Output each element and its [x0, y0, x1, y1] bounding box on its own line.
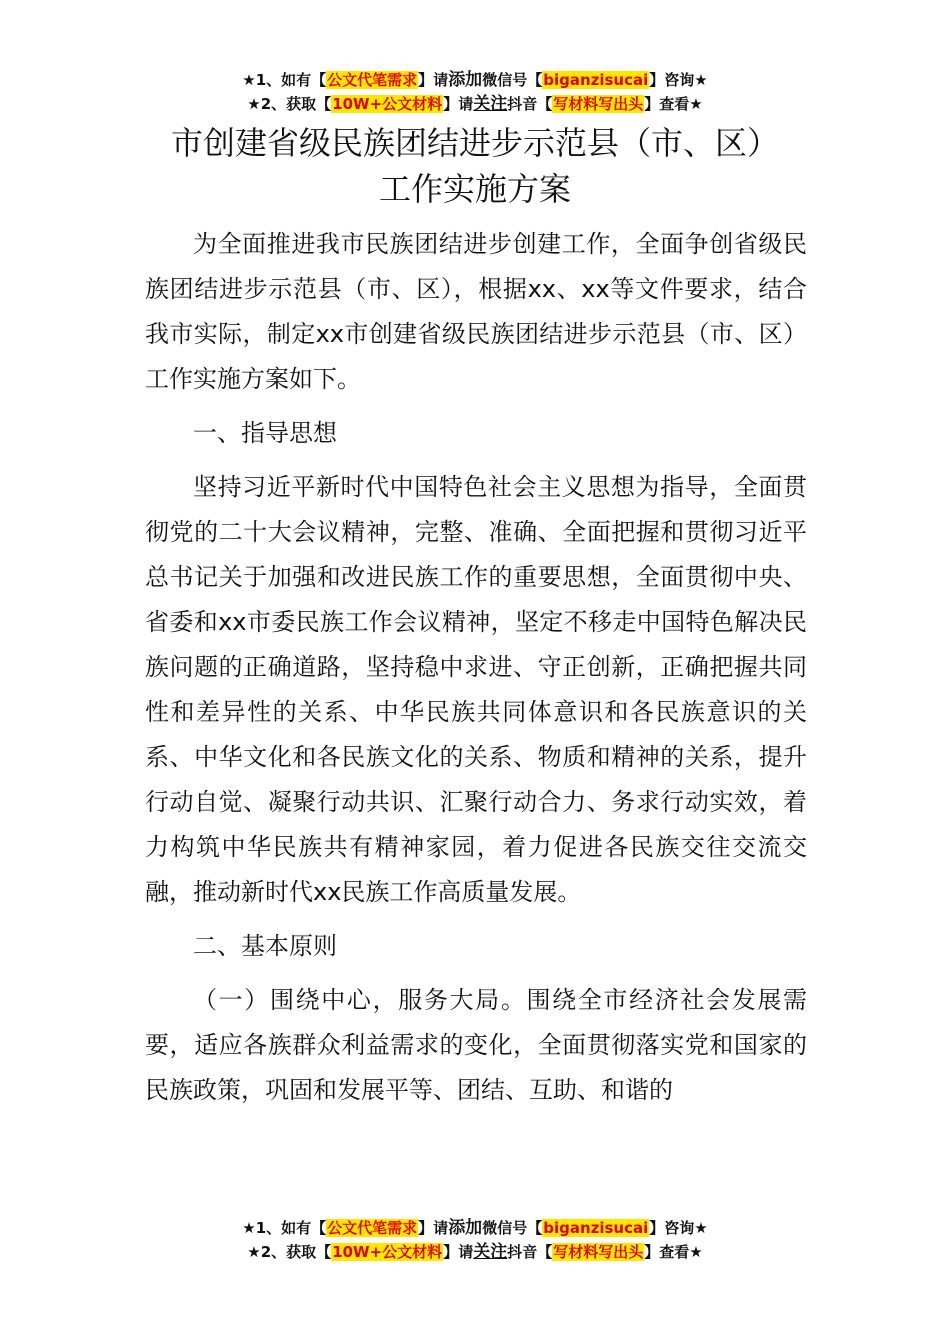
- promo-highlight: biganzisucai: [543, 71, 649, 89]
- promo-highlight: 10W+公文材料: [332, 95, 443, 113]
- promo-highlight: 写材料写出头: [553, 1243, 644, 1261]
- promo-line-2: [0, 1240, 950, 1264]
- promo-highlight: 公文代笔需求: [327, 71, 418, 89]
- promo-text: ★1、如有【: [242, 71, 327, 89]
- promo-text: 】查看★: [644, 1243, 703, 1261]
- promo-line-1: [0, 1216, 950, 1240]
- promo-highlight: 写材料写出头: [553, 95, 644, 113]
- guiding-ideology-paragraph: 坚持习近平新时代中国特色社会主义思想为指导，全面贯彻党的二十大会议精神，完整、准确、全面把握和贯彻习近平总书记关于加强和改进民族工作的重要思想，全面贯彻中央、省委和xx市委民族工作会议精神，坚定不移走中国特色解决民族问题的正确道路，坚持稳中求进、守正创新，正确把握共同性和差异性的关系、中华民族共同体意识和各民族意识的关系、中华文化和各民族文化的关系、物质和精神的关系，提升行动自觉、凝聚行动共识、汇聚行动合力、务求行动实效，着力构筑中华民族共有精神家园，着力促进各民族交往交流交融，推动新时代xx民族工作高质量发展。: [145, 473, 807, 906]
- principle-1-paragraph: （一）围绕中心，服务大局。围绕全市经济社会发展需要，适应各族群众利益需求的变化，全面贯彻落实党和国家的民族政策，巩固和发展平等、团结、互助、和谐的: [145, 986, 807, 1104]
- promo-line-2: [0, 92, 950, 116]
- promo-text: ★1、如有【: [242, 1219, 327, 1237]
- section-heading-basic-principles: 二、基本原则: [193, 932, 337, 960]
- promo-text: 抖音【: [507, 1243, 553, 1261]
- promo-text: 】咨询★: [649, 71, 708, 89]
- promo-text: 】请: [418, 71, 449, 89]
- document-title-line-1: 市创建省级民族团结进步示范县（市、区）: [170, 124, 779, 162]
- document-title-line-2: 工作实施方案: [378, 170, 571, 208]
- promo-emphasis: 添加: [448, 1218, 483, 1238]
- header-promo-banner: [0, 68, 950, 116]
- promo-text: 抖音【: [507, 95, 553, 113]
- promo-line-1: [0, 68, 950, 92]
- promo-emphasis: 关注: [473, 94, 508, 114]
- promo-text: 微信号【: [482, 71, 543, 89]
- intro-paragraph: 为全面推进我市民族团结进步创建工作，全面争创省级民族团结进步示范县（市、区），根据xx、xx等文件要求，结合我市实际，制定xx市创建省级民族团结进步示范县（市、区）工作实施方案如下。: [145, 230, 807, 393]
- promo-emphasis: 关注: [473, 1242, 508, 1262]
- promo-text: 微信号【: [482, 1219, 543, 1237]
- promo-text: 】咨询★: [649, 1219, 708, 1237]
- promo-text: 】请: [443, 1243, 474, 1261]
- promo-emphasis: 添加: [448, 70, 483, 90]
- footer-promo-banner: [0, 1216, 950, 1264]
- promo-text: ★2、获取【: [247, 95, 332, 113]
- promo-text: 】查看★: [644, 95, 703, 113]
- promo-text: 】请: [418, 1219, 449, 1237]
- section-heading-guiding-ideology: 一、指导思想: [193, 419, 337, 447]
- promo-text: ★2、获取【: [247, 1243, 332, 1261]
- promo-text: 】请: [443, 95, 474, 113]
- promo-highlight: biganzisucai: [543, 1219, 649, 1237]
- promo-highlight: 公文代笔需求: [327, 1219, 418, 1237]
- promo-highlight: 10W+公文材料: [332, 1243, 443, 1261]
- document-body: [145, 222, 807, 1113]
